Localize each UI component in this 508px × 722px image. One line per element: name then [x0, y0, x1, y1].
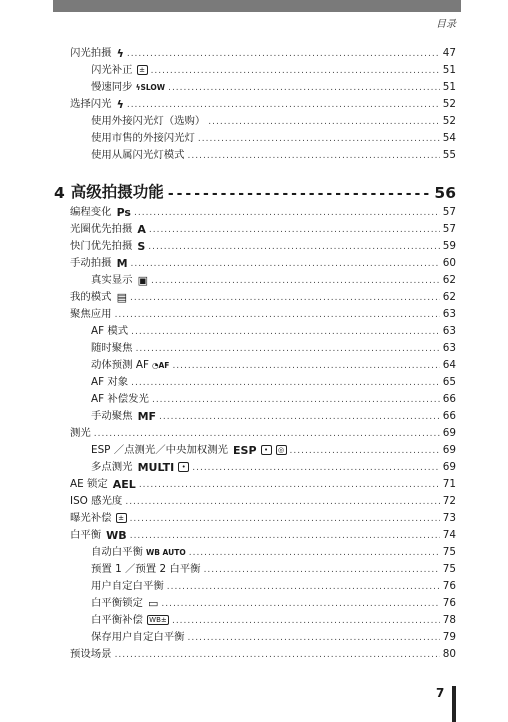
- entry-page: 52: [442, 98, 456, 110]
- entry-label: 白平衡补偿: [91, 614, 143, 626]
- entry-page: 57: [442, 206, 456, 218]
- aperture-priority-icon: A: [137, 223, 146, 236]
- dot-leader: [94, 428, 440, 440]
- entry-label: 手动聚焦: [91, 410, 133, 422]
- dot-leader: [130, 513, 440, 525]
- entry-page: 79: [442, 631, 456, 643]
- toc-entry[interactable]: [91, 441, 456, 457]
- entry-label: AE 锁定: [70, 478, 108, 490]
- shutter-priority-icon: S: [137, 240, 146, 253]
- toc-entry[interactable]: [70, 509, 456, 525]
- entry-page: 69: [442, 444, 456, 456]
- dot-leader: [204, 564, 440, 576]
- entry-label: ESP ／点测光／中央加权测光: [91, 444, 229, 456]
- toc-entry[interactable]: [91, 543, 456, 559]
- toc-entry[interactable]: [70, 44, 456, 60]
- entry-label: 编程变化: [70, 206, 112, 218]
- dot-leader: [131, 377, 440, 389]
- entry-label: 真实显示: [91, 274, 133, 286]
- entry-label: 使用从属闪光灯模式: [91, 149, 185, 161]
- dot-leader: [188, 632, 440, 644]
- manual-mode-icon: M: [116, 257, 128, 270]
- dot-leader: [131, 258, 440, 270]
- entry-page: 60: [442, 257, 456, 269]
- entry-label: 使用市售的外接闪光灯: [91, 132, 195, 144]
- entry-page: 47: [442, 47, 456, 59]
- toc-entry[interactable]: [91, 112, 456, 128]
- flash-icon: ϟ: [116, 98, 124, 111]
- entry-label: 光圈优先拍摄: [70, 223, 133, 235]
- toc-entry[interactable]: [91, 146, 456, 162]
- entry-label: 白平衡: [70, 529, 102, 541]
- toc-entry[interactable]: [91, 271, 456, 287]
- entry-label: 闪光拍摄: [70, 47, 112, 59]
- toc-entry[interactable]: [91, 339, 456, 355]
- entry-label: ISO 感光度: [70, 495, 123, 507]
- entry-page: 76: [442, 597, 456, 609]
- dot-leader: [136, 343, 440, 355]
- entry-page: 75: [442, 563, 456, 575]
- dot-leader: [139, 479, 440, 491]
- dot-leader: [161, 598, 439, 610]
- entry-page: 54: [442, 132, 456, 144]
- entry-label: 随时聚焦: [91, 342, 133, 354]
- entry-label: 手动拍摄: [70, 257, 112, 269]
- toc-entry[interactable]: [70, 475, 456, 491]
- entry-label: 保存用户自定白平衡: [91, 631, 185, 643]
- entry-page: 75: [442, 546, 456, 558]
- toc-entry[interactable]: [70, 254, 456, 270]
- multi-spot-icon: •: [178, 462, 189, 472]
- dash-leader: [168, 186, 431, 202]
- header-bar: [53, 0, 461, 12]
- white-balance-icon: WB: [106, 529, 127, 542]
- toc-entry[interactable]: [70, 220, 456, 236]
- entry-page: 51: [442, 64, 456, 76]
- page-edge-bar: [452, 686, 456, 722]
- esp-metering-icon: ESP: [233, 444, 257, 457]
- toc-entry[interactable]: [91, 407, 456, 423]
- entry-label: 快门优先拍摄: [70, 240, 133, 252]
- toc-entry[interactable]: [91, 560, 456, 576]
- toc-entry[interactable]: [91, 373, 456, 389]
- manual-focus-icon: MF: [137, 410, 157, 423]
- toc-entry[interactable]: [91, 78, 456, 94]
- entry-page: 80: [442, 648, 456, 660]
- toc-entry[interactable]: [91, 458, 456, 474]
- toc-entry[interactable]: [91, 594, 456, 610]
- entry-page: 57: [442, 223, 456, 235]
- dot-leader: [130, 292, 440, 304]
- chapter-title: 高级拍摄功能: [70, 183, 164, 201]
- entry-page: 59: [442, 240, 456, 252]
- entry-page: 55: [442, 149, 456, 161]
- chapter-heading[interactable]: [54, 180, 456, 202]
- dot-leader: [125, 496, 439, 508]
- entry-page: 62: [442, 274, 456, 286]
- toc-entry[interactable]: [91, 577, 456, 593]
- dot-leader: [198, 133, 440, 145]
- toc-entry[interactable]: [70, 424, 456, 440]
- dot-leader: [115, 309, 440, 321]
- toc-entry[interactable]: [91, 611, 456, 627]
- slow-sync-icon: ϟSLOW: [135, 83, 166, 92]
- dot-leader: [172, 360, 439, 372]
- entry-label: 预设场景: [70, 648, 112, 660]
- dot-leader: [188, 150, 440, 162]
- program-shift-icon: Ps: [116, 206, 131, 219]
- toc-entry[interactable]: [70, 492, 456, 508]
- entry-page: 71: [442, 478, 456, 490]
- toc-entry[interactable]: [70, 203, 456, 219]
- dot-leader: [159, 411, 440, 423]
- entry-page: 69: [442, 461, 456, 473]
- entry-label: 多点测光: [91, 461, 133, 473]
- dot-leader: [149, 224, 440, 236]
- entry-page: 66: [442, 393, 456, 405]
- entry-page: 52: [442, 115, 456, 127]
- predictive-af-icon: ◔AF: [151, 361, 170, 370]
- toc-entry[interactable]: [70, 237, 456, 253]
- entry-label: AF 模式: [91, 325, 129, 337]
- dot-leader: [127, 99, 440, 111]
- entry-label: 聚焦应用: [70, 308, 112, 320]
- entry-label: 闪光补正: [91, 64, 133, 76]
- toc-entry[interactable]: [70, 95, 456, 111]
- entry-label: 慢速同步: [91, 81, 133, 93]
- dot-leader: [208, 116, 439, 128]
- wb-lock-icon: ▭: [147, 597, 159, 610]
- entry-page: 74: [442, 529, 456, 541]
- dot-leader: [167, 581, 440, 593]
- entry-page: 51: [442, 81, 456, 93]
- dot-leader: [148, 241, 439, 253]
- multi-metering-icon: MULTI: [137, 461, 175, 474]
- dot-leader: [189, 547, 440, 559]
- wb-compensation-icon: WB±: [147, 615, 169, 625]
- live-view-icon: ▣: [137, 274, 148, 287]
- flash-compensation-icon: ±: [137, 65, 148, 75]
- entry-label: 测光: [70, 427, 91, 439]
- dot-leader: [168, 82, 440, 94]
- entry-page: 63: [442, 308, 456, 320]
- entry-label: 曝光补偿: [70, 512, 112, 524]
- toc-entry[interactable]: [91, 129, 456, 145]
- page-number: 7: [436, 686, 445, 700]
- entry-page: 63: [442, 325, 456, 337]
- entry-page: 72: [442, 495, 456, 507]
- flash-icon: ϟ: [116, 47, 124, 60]
- toc-entry[interactable]: [91, 628, 456, 644]
- dot-leader: [151, 65, 440, 77]
- entry-page: 63: [442, 342, 456, 354]
- spot-metering-icon: •: [261, 445, 272, 455]
- entry-label: 用户自定白平衡: [91, 580, 164, 592]
- entry-page: 76: [442, 580, 456, 592]
- entry-page: 73: [442, 512, 456, 524]
- toc-entry[interactable]: [70, 526, 456, 542]
- toc-entry[interactable]: [91, 390, 456, 406]
- dot-leader: [130, 530, 440, 542]
- my-mode-icon: ▤: [116, 291, 127, 304]
- header-title: 目录: [436, 19, 456, 30]
- chapter-number: 4: [54, 184, 65, 202]
- entry-page: 78: [442, 614, 456, 626]
- wb-auto-icon: WB AUTO: [145, 548, 186, 557]
- entry-label: 我的模式: [70, 291, 112, 303]
- dot-leader: [290, 445, 440, 457]
- toc-entry[interactable]: [70, 645, 456, 661]
- ae-lock-icon: AEL: [112, 478, 136, 491]
- dot-leader: [192, 462, 440, 474]
- dot-leader: [134, 207, 440, 219]
- entry-label: 使用外接闪光灯（选购）: [91, 115, 206, 127]
- dot-leader: [151, 275, 440, 287]
- toc-entry[interactable]: [91, 322, 456, 338]
- dot-leader: [127, 48, 440, 60]
- toc-entry[interactable]: [91, 356, 456, 372]
- center-weighted-icon: ◎: [276, 445, 287, 455]
- exposure-compensation-icon: ±: [116, 513, 127, 523]
- entry-label: 白平衡锁定: [91, 597, 143, 609]
- chapter-page: 56: [434, 184, 456, 202]
- entry-page: 65: [442, 376, 456, 388]
- dot-leader: [115, 649, 440, 661]
- dot-leader: [131, 326, 440, 338]
- dot-leader: [172, 615, 440, 627]
- entry-page: 69: [442, 427, 456, 439]
- entry-label: AF 补偿发光: [91, 393, 149, 405]
- entry-page: 66: [442, 410, 456, 422]
- entry-label: AF 对象: [91, 376, 129, 388]
- entry-label: 选择闪光: [70, 98, 112, 110]
- entry-label: 动体预测 AF: [91, 359, 149, 371]
- entry-label: 自动白平衡: [91, 546, 143, 558]
- toc-entry[interactable]: [70, 305, 456, 321]
- entry-page: 64: [442, 359, 456, 371]
- toc-entry[interactable]: [91, 61, 456, 77]
- entry-page: 62: [442, 291, 456, 303]
- toc-entry[interactable]: [70, 288, 456, 304]
- entry-label: 预置 1 ／预置 2 白平衡: [91, 563, 201, 575]
- dot-leader: [152, 394, 440, 406]
